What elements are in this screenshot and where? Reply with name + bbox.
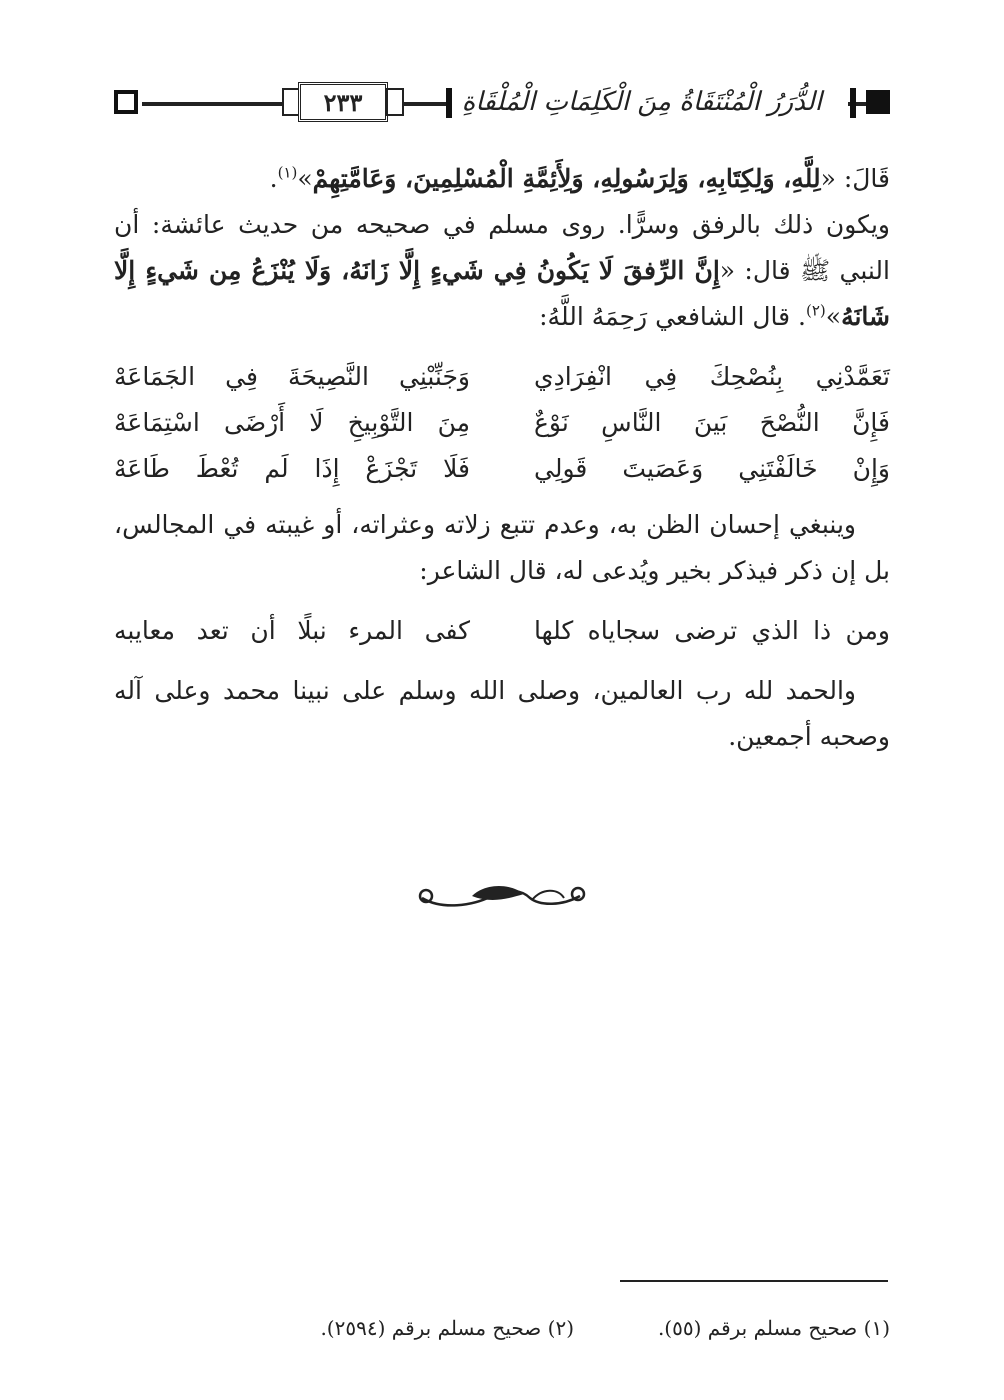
footnote-2: (٢) صحيح مسلم برقم (٢٥٩٤). xyxy=(320,1316,574,1340)
header-bar-right xyxy=(850,88,856,118)
footnote-separator xyxy=(620,1280,888,1282)
footnote-ref-1: (١) xyxy=(277,163,298,182)
page-header xyxy=(112,82,892,126)
paragraph-3: وينبغي إحسان الظن به، وعدم تتبع زلاته وعثراته، أو غيبته في المجالس، بل إن ذكر فيذكر بخير ويُدعى له، قال الشاعر: xyxy=(114,510,890,585)
verse-first-hemistich: فَإِنَّ النُّصْحَ بَينَ النَّاسِ نَوْعٌ xyxy=(534,408,890,437)
header-ornament-right xyxy=(386,88,404,116)
verse-first-hemistich: ومن ذا الذي ترضى سجاياه كلها xyxy=(534,616,890,645)
p2-end: . قال الشافعي رَحِمَهُ اللَّهُ: xyxy=(539,302,806,331)
footnote-ref-2: (٢) xyxy=(805,301,826,320)
verse-second-hemistich: مِنَ التَّوْبِيخِ لَا أَرْضَى اسْتِمَاعَهْ xyxy=(114,408,470,437)
verse-row xyxy=(114,446,890,492)
verse-first-hemistich: وَإِنْ خَالَفْتَنِي وَعَصَيتَ قَولِي xyxy=(534,454,890,483)
p1-hadith: لِلَّهِ، وَلِكِتَابِهِ، وَلِرَسُولِهِ، وَلِأَئِمَّةِ الْمُسْلِمِينَ، وَعَامَّتِهِمْ xyxy=(312,164,821,193)
p1-end: . xyxy=(269,164,278,193)
p1-close: » xyxy=(297,164,313,193)
footnote-1: (١) صحيح مسلم برقم (٥٥). xyxy=(657,1316,890,1340)
p2-hadith: إِنَّ الرِّفقَ لَا يَكُونُ فِي شَيءٍ إِلَّا زَانَهُ، وَلَا يُنْزَعُ مِن شَيءٍ إِلَّا شَانَهُ xyxy=(114,256,890,331)
header-square-right xyxy=(866,90,890,114)
paragraph-1 xyxy=(114,156,890,202)
verse-first-hemistich: تَعَمَّدْنِي بِنُصْحِكَ فِي انْفِرَادِي xyxy=(534,362,890,391)
floral-divider-icon xyxy=(412,876,592,916)
verse-row xyxy=(114,354,890,400)
poem-shafii xyxy=(114,354,890,492)
verse-second-hemistich: فَلَا تَجْزَعْ إِذَا لَم تُعْطَ طَاعَهْ xyxy=(114,454,470,483)
page-content xyxy=(114,156,890,760)
p1-intro: قَالَ: « xyxy=(820,164,890,193)
page-number: ٢٣٣ xyxy=(298,82,388,122)
header-rule-left xyxy=(142,102,282,106)
book-title: الدُّرَرُ الْمُنْتَقَاةُ مِنَ الْكَلِمَاتِ الْمُلْقَاةِ xyxy=(452,82,832,122)
verse-second-hemistich: وَجَنِّبْنِي النَّصِيحَةَ فِي الجَمَاعَهْ xyxy=(114,362,470,391)
paragraph-2 xyxy=(114,202,890,340)
single-verse xyxy=(114,608,890,654)
footnotes xyxy=(114,1316,890,1340)
verse-second-hemistich: كفى المرء نبلًا أن تعد معايبه xyxy=(114,616,470,645)
verse-row xyxy=(114,400,890,446)
p2-text: ويكون ذلك بالرفق وسرًّا. روى مسلم في صحيحه من حديث عائشة: أن النبي ﷺ قال: « xyxy=(114,210,890,285)
paragraph-4: والحمد لله رب العالمين، وصلى الله وسلم على نبينا محمد وعلى آله وصحبه أجمعين. xyxy=(114,676,890,751)
header-square-left xyxy=(114,90,138,114)
p2-close: » xyxy=(825,302,842,331)
